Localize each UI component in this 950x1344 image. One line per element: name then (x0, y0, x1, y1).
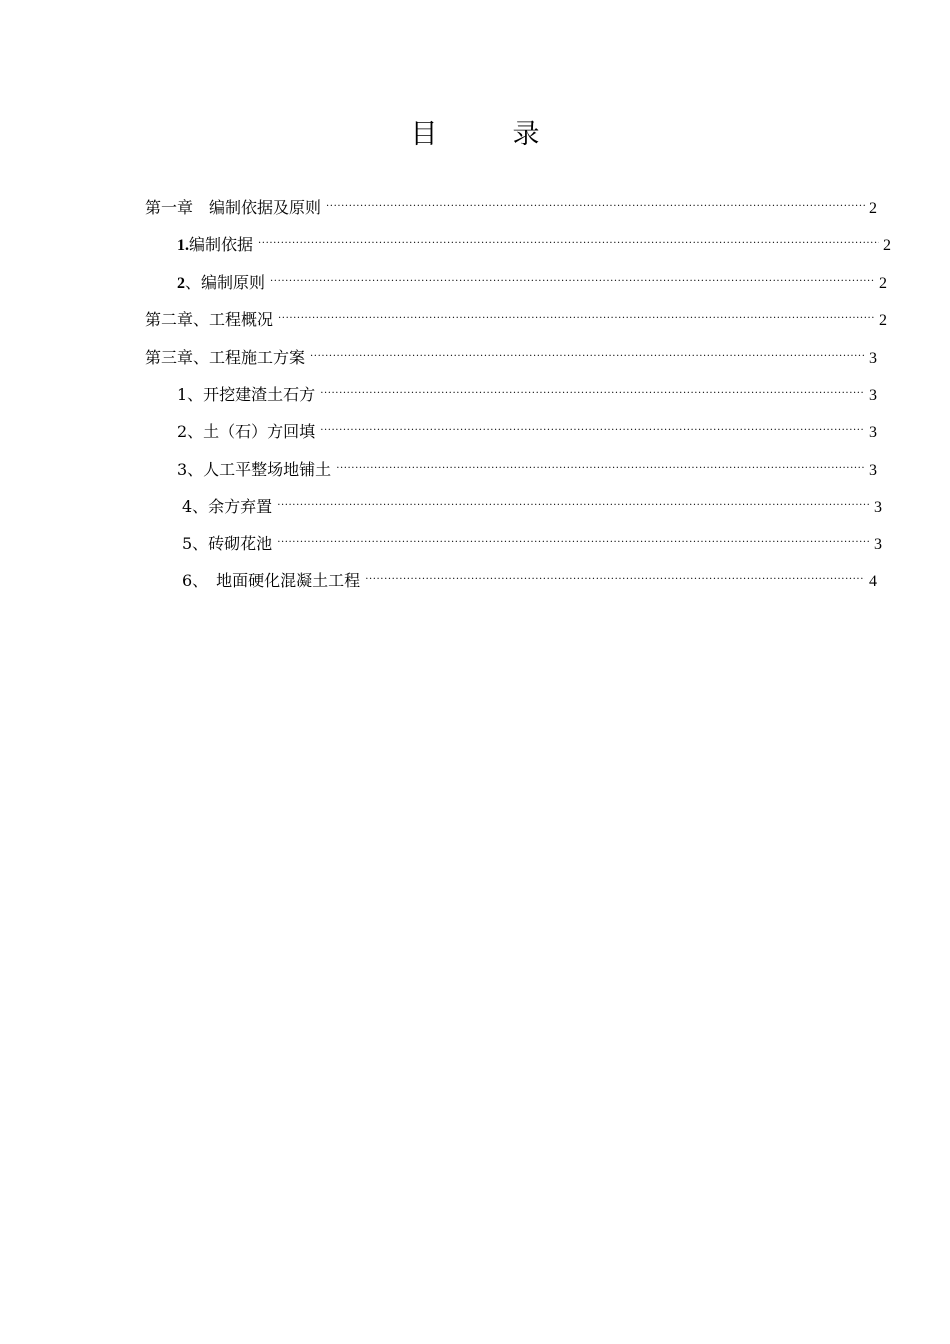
toc-entry-page-number: 2 (869, 200, 877, 217)
toc-entry-page-number: 3 (874, 536, 882, 553)
toc-entry-number: 1. (177, 237, 189, 254)
dot-leader (278, 301, 875, 325)
toc-entry-label: 3、人工平整场地铺土 (177, 460, 332, 479)
toc-entry-label: 5、砖砌花池 (182, 534, 273, 553)
toc-entry-label: 、编制原则 (185, 273, 266, 292)
toc-title: 目 录 (410, 119, 564, 150)
toc-entry-section-3-1[interactable] (177, 376, 877, 404)
toc-entry-label: 1、开挖建渣土石方 (177, 385, 316, 404)
toc-entry-page-number: 3 (869, 350, 877, 367)
toc-entry-page-number: 3 (869, 387, 877, 404)
dot-leader (320, 376, 865, 400)
toc-entry-label: 第三章、工程施工方案 (145, 348, 306, 367)
toc-entry-section-3-3[interactable] (177, 451, 877, 479)
toc-entry-label: 4、余方弃置 (182, 497, 273, 516)
toc-entry-page-number: 2 (879, 275, 887, 292)
toc-entry-section-3-5[interactable] (182, 525, 882, 553)
toc-entry-label: 2、土（石）方回填 (177, 422, 316, 441)
dot-leader (277, 525, 870, 549)
dot-leader (326, 189, 865, 213)
toc-entry-chapter-3[interactable] (145, 339, 877, 367)
dot-leader (336, 451, 865, 475)
toc-entry-page-number: 3 (869, 424, 877, 441)
toc-entry-section-3-2[interactable] (177, 413, 877, 441)
toc-entry-page-number: 2 (879, 312, 887, 329)
toc-entry-section-1-1[interactable] (177, 226, 891, 254)
dot-leader (365, 562, 865, 586)
toc-entry-label: 第二章、工程概况 (145, 310, 274, 329)
dot-leader (310, 339, 865, 363)
toc-entry-chapter-2[interactable] (145, 301, 887, 329)
toc-entry-page-number: 2 (883, 237, 891, 254)
dot-leader (258, 226, 879, 250)
dot-leader (277, 488, 870, 512)
toc-entry-page-number: 3 (874, 499, 882, 516)
toc-entry-label: 编制依据 (189, 235, 254, 254)
toc-entry-page-number: 4 (869, 573, 877, 590)
toc-entry-label: 第一章 编制依据及原则 (145, 198, 322, 217)
toc-entry-section-3-4[interactable] (182, 488, 882, 516)
toc-entry-label: 6、 地面硬化混凝土工程 (182, 571, 361, 590)
toc-entry-section-3-6[interactable] (182, 562, 877, 590)
toc-entry-number: 2 (177, 275, 185, 292)
toc-entry-chapter-1[interactable] (145, 189, 877, 217)
toc-entry-page-number: 3 (869, 462, 877, 479)
dot-leader (270, 264, 875, 288)
toc-entry-section-1-2[interactable] (177, 264, 887, 292)
dot-leader (320, 413, 865, 437)
